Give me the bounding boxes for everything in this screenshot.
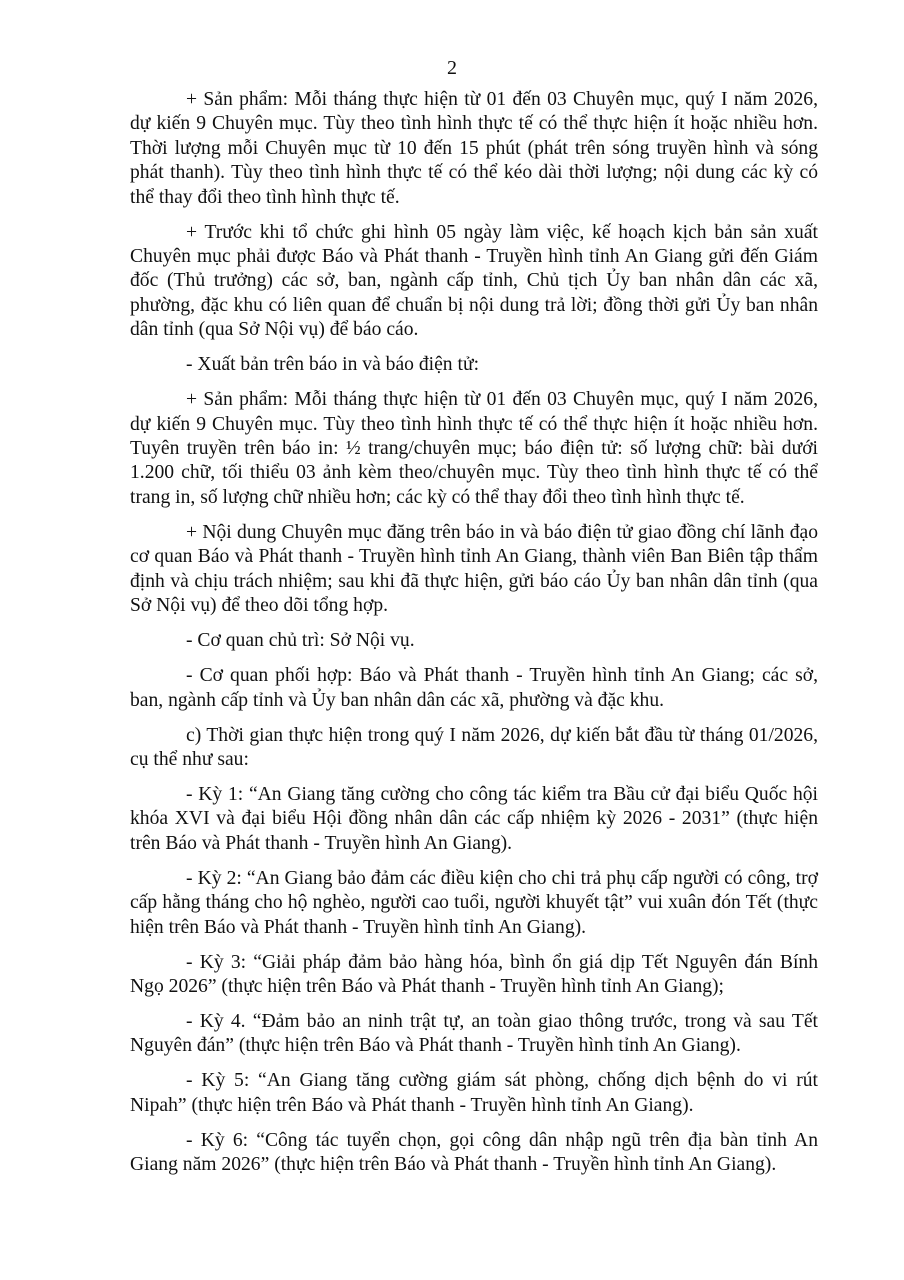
- paragraph-product-print: + Sản phẩm: Mỗi tháng thực hiện từ 01 đến 03 Chuyên mục, quý I năm 2026, dự kiến 9 Chuyên mục. Tùy theo tình hình thực tế có thể thực hiện ít hoặc nhiều hơn. Tuyên truyền trên báo in: ½ trang/chuyên mục; báo điện tử: số lượng chữ: bài dưới 1.200 chữ, tối thiểu 03 ảnh kèm theo/chuyên mục. Tùy theo tình hình thực tế có thể trang in, số lượng chữ nhiều hơn; các kỳ có thể thay đổi theo tình hình thực tế.: [130, 389, 818, 508]
- paragraph-product-broadcast: + Sản phẩm: Mỗi tháng thực hiện từ 01 đến 03 Chuyên mục, quý I năm 2026, dự kiến 9 Chuyên mục. Tùy theo tình hình thực tế có thể thực hiện ít hoặc nhiều hơn. Thời lượng mỗi Chuyên mục từ 10 đến 15 phút (phát trên sóng truyền hình và sóng phát thanh). Tùy theo tình hình thực tế có thể kéo dài thời lượng; nội dung các kỳ có thể thay đổi theo tình hình thực tế.: [130, 89, 818, 208]
- paragraph-episode-4: - Kỳ 4. “Đảm bảo an ninh trật tự, an toàn giao thông trước, trong và sau Tết Nguyên đán” (thực hiện trên Báo và Phát thanh - Truyền hình tỉnh An Giang).: [130, 1010, 818, 1057]
- paragraph-content-review: + Nội dung Chuyên mục đăng trên báo in và báo điện tử giao đồng chí lãnh đạo cơ quan Báo và Phát thanh - Truyền hình tỉnh An Giang, thành viên Ban Biên tập thẩm định và chịu trách nhiệm; sau khi đã thực hiện, gửi báo cáo Ủy ban nhân dân tỉnh (qua Sở Nội vụ) để theo dõi tổng hợp.: [130, 521, 818, 617]
- page-number: 2: [447, 57, 457, 79]
- paragraph-episode-5: - Kỳ 5: “An Giang tăng cường giám sát phòng, chống dịch bệnh do vi rút Nipah” (thực hiện trên Báo và Phát thanh - Truyền hình tỉnh An Giang).: [130, 1070, 818, 1116]
- paragraph-lead-agency: - Cơ quan chủ trì: Sở Nội vụ.: [186, 630, 415, 652]
- paragraph-recording-plan: + Trước khi tổ chức ghi hình 05 ngày làm việc, kế hoạch kịch bản sản xuất Chuyên mục phải được Báo và Phát thanh - Truyền hình tỉnh An Giang gửi đến Giám đốc (Thủ trưởng) các sở, ban, ngành cấp tỉnh, Chủ tịch Ủy ban nhân dân các xã, phường, đặc khu có liên quan để chuẩn bị nội dung trả lời; đồng thời gửi Ủy ban nhân dân tỉnh (qua Sở Nội vụ) để báo cáo.: [130, 221, 818, 341]
- paragraph-episode-6: - Kỳ 6: “Công tác tuyển chọn, gọi công dân nhập ngũ trên địa bàn tỉnh An Giang năm 2026” (thực hiện trên Báo và Phát thanh - Truyền hình tỉnh An Giang).: [130, 1129, 818, 1176]
- paragraph-schedule: c) Thời gian thực hiện trong quý I năm 2026, dự kiến bắt đầu từ tháng 01/2026, cụ thể như sau:: [130, 724, 818, 770]
- paragraph-coordinating-agency: - Cơ quan phối hợp: Báo và Phát thanh - Truyền hình tỉnh An Giang; các sở, ban, ngành cấp tỉnh và Ủy ban nhân dân các xã, phường và đặc khu.: [130, 665, 818, 711]
- document-body: [130, 88, 818, 1188]
- paragraph-episode-2: - Kỳ 2: “An Giang bảo đảm các điều kiện cho chi trả phụ cấp người có công, trợ cấp hằng tháng cho hộ nghèo, người cao tuổi, người khuyết tật” vui xuân đón Tết (thực hiện trên Báo và Phát thanh - Truyền hình tỉnh An Giang).: [130, 867, 818, 938]
- paragraph-print-heading: - Xuất bản trên báo in và báo điện tử:: [186, 354, 480, 376]
- paragraph-episode-1: - Kỳ 1: “An Giang tăng cường cho công tác kiểm tra Bầu cử đại biểu Quốc hội khóa XVI và đại biểu Hội đồng nhân dân các cấp nhiệm kỳ 2026 - 2031” (thực hiện trên Báo và Phát thanh - Truyền hình An Giang).: [130, 783, 818, 854]
- paragraph-episode-3: - Kỳ 3: “Giải pháp đảm bảo hàng hóa, bình ổn giá dịp Tết Nguyên đán Bính Ngọ 2026” (thực hiện trên Báo và Phát thanh - Truyền hình tỉnh An Giang);: [130, 951, 818, 997]
